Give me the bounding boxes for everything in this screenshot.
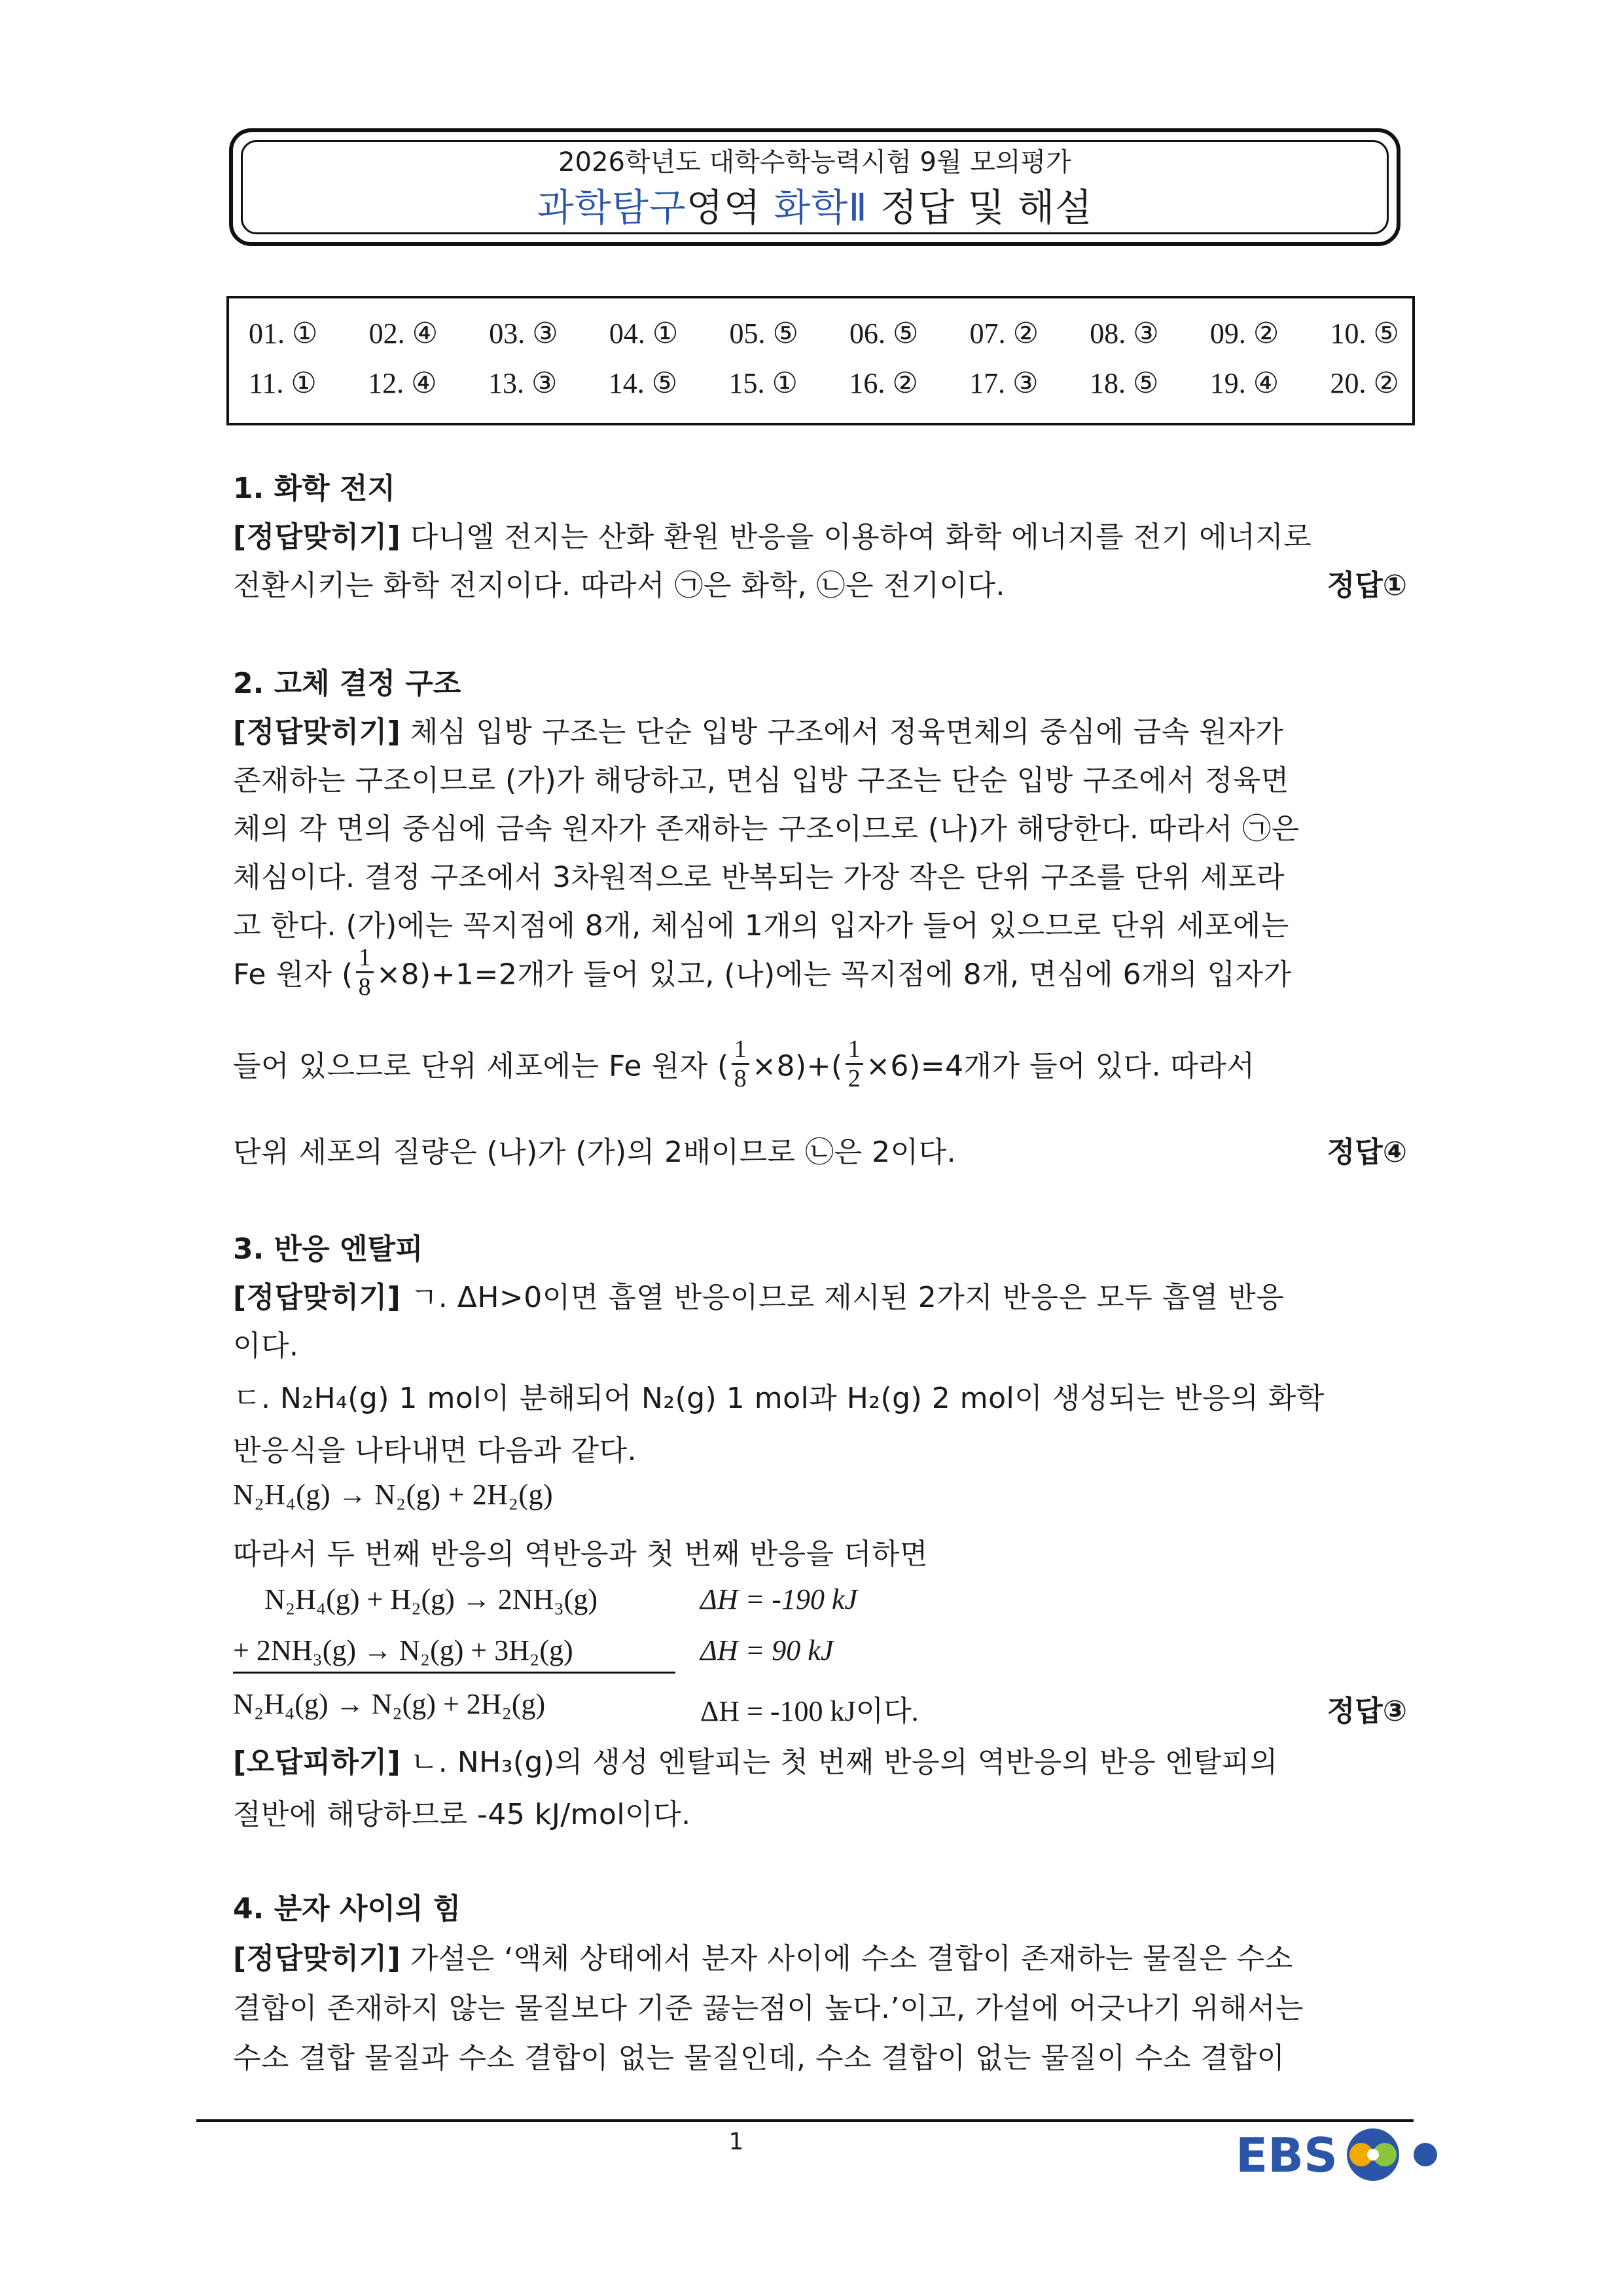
answer-item: 03. ③: [489, 317, 558, 350]
answer-item: 04. ①: [609, 317, 679, 350]
equation-2-enthalpy: ΔH = 90 kJ: [700, 1634, 834, 1666]
subject-area-suffix: 영역: [686, 185, 774, 230]
answer-item: 14. ⑤: [608, 367, 678, 399]
answer-item: 20. ②: [1330, 367, 1399, 399]
q4-line-1: [233, 1935, 1404, 1977]
answer-item: 11. ①: [249, 367, 317, 399]
q2-line-3: 체의 각 면의 중심에 금속 원자가 존재하는 구조이므로 (나)가 해당한다. 따라서 ㉠은: [233, 812, 1300, 846]
answer-item: 08. ③: [1090, 317, 1159, 350]
equation-1-enthalpy: ΔH = -190 kJ: [700, 1583, 858, 1615]
q3-line-4: 반응식을 나타내면 다음과 같다.: [233, 1434, 637, 1467]
ebs-logo-center: [1367, 2149, 1379, 2161]
equation-1: N₂H₄(g) + H₂(g) → 2NH₃(g): [264, 1583, 597, 1615]
wrong-answer-tag: [오답피하기]: [233, 1746, 401, 1779]
q1-line-2: 전환시키는 화학 전지이다. 따라서 ㉠은 화학, ㉡은 전기이다.: [233, 569, 1005, 602]
equation-3: N₂H₄(g) → N₂(g) + 2H₂(g): [233, 1688, 546, 1720]
q3-title: 3. 반응 엔탈피: [233, 1232, 423, 1266]
answer-item: 13. ③: [488, 367, 558, 399]
q4-title: 4. 분자 사이의 힘: [233, 1892, 461, 1926]
ebs-logo-dot: [1414, 2143, 1437, 2166]
answer-item: 05. ⑤: [729, 317, 798, 350]
answer-item: 02. ④: [368, 317, 438, 350]
fraction-one-half: [846, 1035, 864, 1092]
fraction-denominator: 8: [734, 1065, 747, 1092]
fraction-one-eighth: [356, 944, 374, 1001]
answer-row-2: [249, 367, 1399, 406]
fraction-denominator: 8: [358, 973, 372, 1001]
answer-item: 01. ①: [249, 317, 318, 350]
q3-line-1: [233, 1274, 1404, 1316]
q3-line-2: 이다.: [233, 1329, 299, 1363]
answer-item: 17. ③: [969, 367, 1039, 399]
q2-text-1: 체심 입방 구조는 단순 입방 구조에서 정육면체의 중심에 금속 원자가: [401, 715, 1284, 749]
ebs-logo: [1236, 2123, 1458, 2186]
q1-text-1: 다니엘 전지는 산화 환원 반응을 이용하여 화학 에너지를 전기 에너지로: [401, 520, 1312, 554]
answer-item: 18. ⑤: [1089, 367, 1159, 399]
subject-area: 과학탐구: [537, 185, 687, 230]
q2-line-6b: ×8)+1=2개가 들어 있고, (나)에는 꼭지점에 8개, 면심에 6개의 입자가: [376, 958, 1292, 992]
answer-key-box: [226, 296, 1415, 425]
equation-2: + 2NH₃(g) → N₂(g) + 3H₂(g): [233, 1634, 573, 1666]
q2-answer: 정답④: [1327, 1136, 1407, 1169]
q4-line-2: 결합이 존재하지 않는 물질보다 기준 끓는점이 높다.’이고, 가설에 어긋나기 위해서는: [233, 1992, 1304, 2025]
q1-answer: 정답①: [1327, 569, 1407, 602]
subject-name: 화학Ⅱ: [774, 185, 868, 230]
fraction-one-eighth: [732, 1035, 750, 1092]
q2-line-6a: Fe 원자 (: [233, 958, 353, 992]
q4-line-3: 수소 결합 물질과 수소 결합이 없는 물질인데, 수소 결합이 없는 물질이 수소 결합이: [233, 2041, 1285, 2075]
q3-answer: 정답③: [1327, 1695, 1407, 1728]
q3-line-6: [233, 1738, 1404, 1780]
fraction-numerator: 1: [846, 1035, 864, 1065]
q2-line-5: 고 한다. (가)에는 꼭지점에 8개, 체심에 1개의 입자가 들어 있으므로 단위 세포에는: [233, 909, 1289, 942]
q1-title: 1. 화학 전지: [233, 472, 395, 505]
answer-item: 15. ①: [728, 367, 798, 399]
page-number: 1: [728, 2128, 744, 2155]
answer-item: 19. ④: [1209, 367, 1279, 399]
q2-line-6: [233, 944, 1404, 1005]
answer-item: 12. ④: [368, 367, 437, 399]
answer-tag: [정답맞히기]: [233, 520, 401, 554]
q4-text-1: 가설은 ‘액체 상태에서 분자 사이에 수소 결합이 존재하는 물질은 수소: [401, 1942, 1293, 1975]
q2-line-4: 체심이다. 결정 구조에서 3차원적으로 반복되는 가장 작은 단위 구조를 단위 세포라: [233, 861, 1285, 894]
exam-name: 2026학년도 대학수학능력시험 9월 모의평가: [558, 147, 1071, 177]
title-suffix: 정답 및 해설: [867, 185, 1093, 230]
answer-item: 09. ②: [1209, 317, 1279, 350]
q2-title: 2. 고체 결정 구조: [233, 667, 461, 700]
answer-item: 06. ⑤: [849, 317, 919, 350]
ebs-logo-text: EBS: [1236, 2128, 1338, 2183]
q1-line-1: [233, 513, 1404, 555]
fraction-numerator: 1: [356, 944, 374, 973]
q3-line-5: 따라서 두 번째 반응의 역반응과 첫 번째 반응을 더하면: [233, 1537, 928, 1571]
answer-item: 07. ②: [969, 317, 1039, 350]
document-title: [233, 177, 1397, 232]
answer-item: 10. ⑤: [1330, 317, 1399, 350]
answer-row-1: [249, 317, 1399, 356]
equation-3-enthalpy: ΔH = -100 kJ이다.: [700, 1695, 919, 1727]
q2-line-7c: ×6)=4개가 들어 있다. 따라서: [866, 1049, 1255, 1083]
answer-tag: [정답맞히기]: [233, 1281, 401, 1314]
q2-line-7: [233, 1035, 1404, 1096]
q2-line-7b: ×8)+(: [752, 1049, 843, 1083]
sum-underline: [233, 1672, 675, 1674]
q3-line-3: ㄷ. N₂H₄(g) 1 mol이 분해되어 N₂(g) 1 mol과 H₂(g) 2 mol이 생성되는 반응의 화학: [233, 1382, 1325, 1415]
answer-item: 16. ②: [849, 367, 918, 399]
fraction-denominator: 2: [847, 1065, 861, 1092]
equation-0: N₂H₄(g) → N₂(g) + 2H₂(g): [233, 1479, 554, 1511]
q2-line-7a: 들어 있으므로 단위 세포에는 Fe 원자 (: [233, 1049, 729, 1083]
title-box: [229, 128, 1400, 246]
q3-text-6: ㄴ. NH₃(g)의 생성 엔탈피는 첫 번째 반응의 역반응의 반응 엔탈피의: [401, 1746, 1278, 1779]
fraction-numerator: 1: [732, 1035, 750, 1065]
q2-line-1: [233, 708, 1404, 750]
q3-line-7: 절반에 해당하므로 -45 kJ/mol이다.: [233, 1798, 691, 1831]
q2-line-8: 단위 세포의 질량은 (나)가 (가)의 2배이므로 ㉡은 2이다.: [233, 1136, 957, 1169]
footer-divider: [196, 2119, 1414, 2122]
q3-text-1: ㄱ. ΔH>0이면 흡열 반응이므로 제시된 2가지 반응은 모두 흡열 반응: [401, 1281, 1285, 1314]
answer-tag: [정답맞히기]: [233, 715, 401, 749]
answer-tag: [정답맞히기]: [233, 1942, 401, 1975]
q2-line-2: 존재하는 구조이므로 (가)가 해당하고, 면심 입방 구조는 단순 입방 구조에서 정육면: [233, 764, 1289, 797]
